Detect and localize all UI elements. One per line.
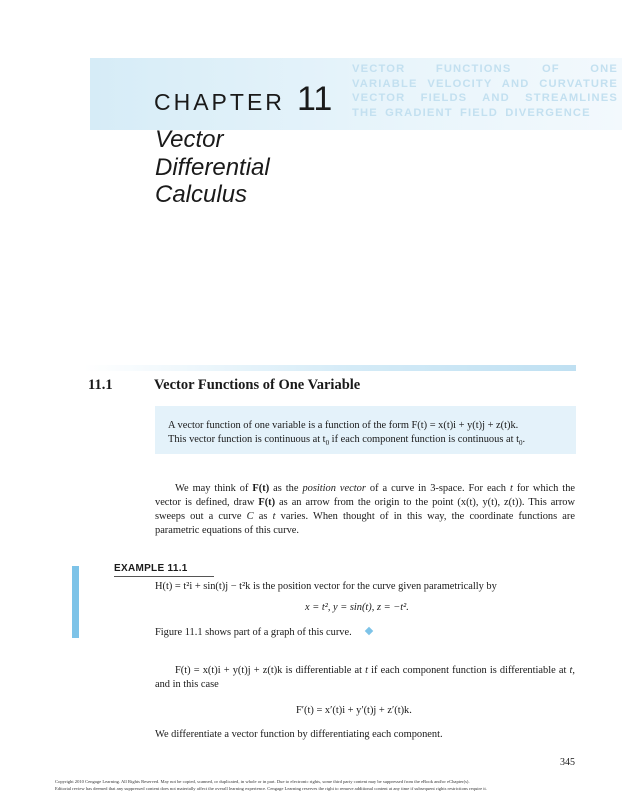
chapter-title-line: Calculus bbox=[155, 181, 248, 208]
text: of a curve in 3-space. For each bbox=[365, 483, 510, 494]
example-rule bbox=[114, 576, 214, 577]
chapter-number: 11 bbox=[297, 80, 333, 118]
example-text: is the position vector for the curve given parametrically by bbox=[250, 581, 497, 592]
example-label: EXAMPLE 11.1 bbox=[114, 563, 188, 574]
derivative-equation: F′(t) = x′(t)i + y′(t)j + z′(t)k. bbox=[296, 705, 412, 716]
definition-part: A vector function of one variable is a function of the form bbox=[168, 420, 412, 431]
math: F(t) bbox=[252, 483, 270, 494]
subscript: 0 bbox=[325, 439, 330, 448]
text: We may think of bbox=[175, 483, 253, 494]
chapter-title-line: Differential bbox=[155, 153, 270, 181]
emphasis: position vector bbox=[302, 483, 366, 494]
chapter-label: CHAPTER bbox=[154, 89, 285, 115]
text: if each component function is differentiable at bbox=[368, 665, 570, 676]
definition-part: if each component function is continuous at t bbox=[329, 434, 519, 445]
example-formula: H(t) = t²i + sin(t)j − t²k bbox=[155, 581, 251, 592]
math: t bbox=[272, 511, 276, 522]
chapter-title bbox=[155, 126, 270, 209]
text: as bbox=[253, 511, 273, 522]
text: is differentiable at bbox=[282, 665, 366, 676]
closing-sentence: We differentiate a vector function by differentiating each component. bbox=[155, 729, 443, 740]
example-accent-bar bbox=[72, 566, 79, 638]
definition-part: . bbox=[522, 434, 526, 445]
example-text: Figure 11.1 shows part of a graph of this curve. bbox=[155, 627, 352, 638]
body-paragraph bbox=[155, 664, 575, 692]
math: t bbox=[365, 665, 369, 676]
text: as the bbox=[269, 483, 303, 494]
copyright-line: Copyright 2010 Cengage Learning. All Rights Reserved. May not be copied, scanned, or duplicated, in whole or in part. Due to electronic rights, some third party content may be suppressed from the eBook and/or eChapter(s). bbox=[55, 779, 470, 784]
example-line bbox=[155, 581, 497, 592]
math: t bbox=[569, 665, 573, 676]
subscript: 0 bbox=[518, 439, 523, 448]
math: F(t) bbox=[258, 497, 276, 508]
text: as an arrow from the origin to the point (x(t), y(t), z(t)). This arrow sweeps out a curve bbox=[155, 497, 575, 522]
chapter-title-line: Vector bbox=[155, 126, 224, 153]
chapter-topics: VECTOR FUNCTIONS OF ONE VARIABLE VELOCITY AND CURVATURE VECTOR FIELDS AND STREAMLINES THE GRADIENT FIELD DIVERGENCE bbox=[352, 63, 618, 119]
math: C bbox=[246, 511, 254, 522]
definition-formula: F(t) = x(t)i + y(t)j + z(t)k. bbox=[411, 420, 519, 431]
text: for which the vector is defined, draw bbox=[155, 483, 576, 508]
text: , and in this case bbox=[155, 665, 575, 690]
end-of-example-diamond-icon bbox=[364, 627, 372, 635]
definition-text bbox=[168, 419, 570, 450]
body-paragraph bbox=[155, 482, 575, 538]
copyright-notice bbox=[55, 779, 575, 793]
section-rule bbox=[84, 365, 576, 371]
section-number: 11.1 bbox=[88, 377, 113, 393]
section-title: Vector Functions of One Variable bbox=[154, 377, 361, 393]
definition-part: This vector function is continuous at t bbox=[168, 434, 326, 445]
text: varies. When thought of in this way, the coordinate functions are parametric equations of this curve. bbox=[155, 511, 575, 536]
page-number: 345 bbox=[560, 757, 575, 768]
math: F(t) = x(t)i + y(t)j + z(t)k bbox=[175, 665, 283, 676]
copyright-line: Editorial review has deemed that any suppressed content does not materially affect the overall learning experience. Cengage Learning reserves the right to remove additional content at any time if subsequent rights restrictions require it. bbox=[55, 785, 487, 791]
example-equation: x = t², y = sin(t), z = −t². bbox=[305, 602, 409, 613]
example-line bbox=[155, 627, 372, 638]
math: t bbox=[509, 483, 513, 494]
